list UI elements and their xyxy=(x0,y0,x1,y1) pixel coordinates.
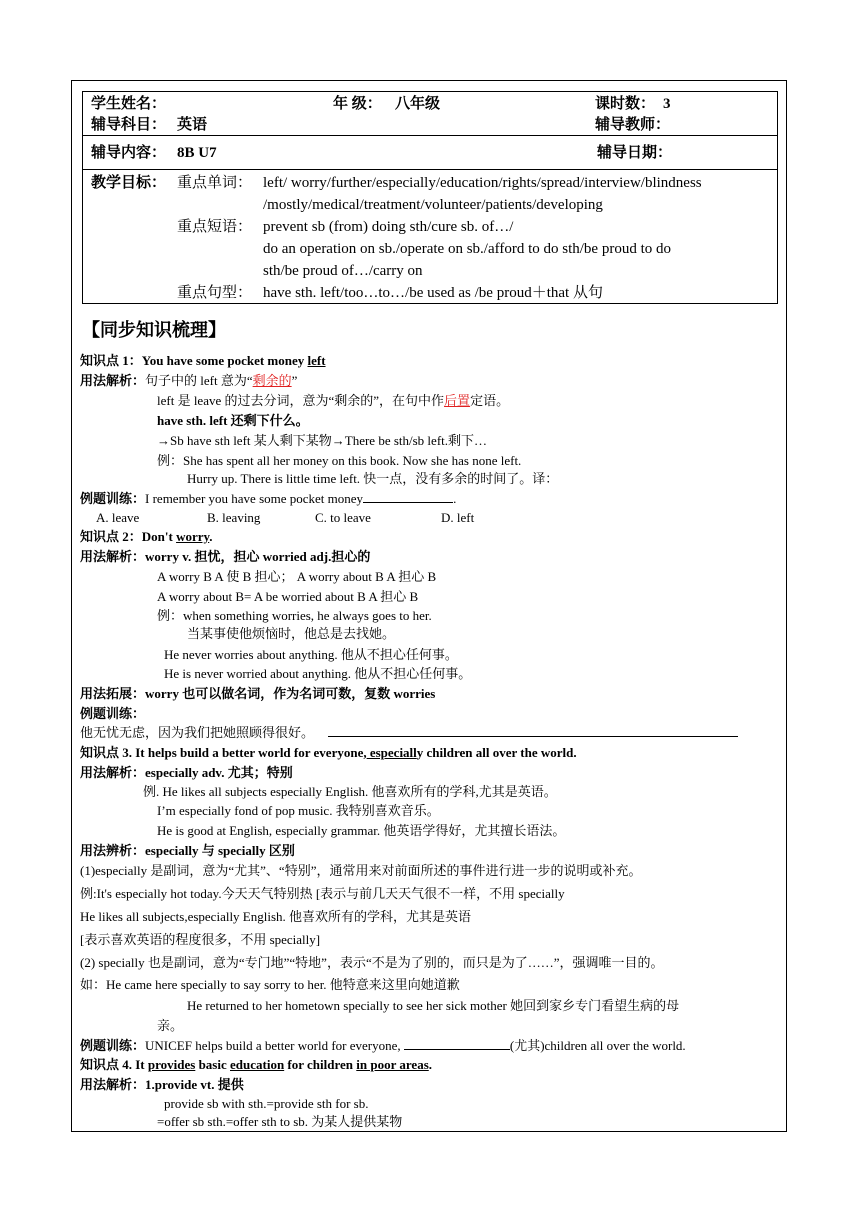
kp4-line-2: provide sb with sth.=provide sth for sb. xyxy=(164,1096,369,1111)
kp4-line-3: =offer sb sth.=offer sth to sb. 为某人提供某物 xyxy=(157,1114,403,1129)
subject-label: 辅导科目： xyxy=(91,117,167,133)
kp2-exercise: 他无忧无虑，因为我们把她照顾得很好。 xyxy=(80,724,738,742)
date-label: 辅导日期： xyxy=(597,145,673,161)
section-title: 【同步知识梳理】 xyxy=(82,320,226,340)
kp1-line-4: →Sb have sth left 某人剩下某物→There be sth/sb left.剩下… xyxy=(157,433,488,448)
kp3-p8: 亲。 xyxy=(157,1018,184,1033)
kp2-analysis: 用法解析：worry v. 担忧，担心 worried adj.担心的 xyxy=(80,549,371,564)
words-label: 重点单词： xyxy=(177,175,253,191)
header-row-student xyxy=(82,91,778,136)
kp1-line-2: left 是 leave 的过去分词，意为“剩余的”，在句中作后置定语。 xyxy=(157,393,510,408)
kp1-option-b: B. leaving xyxy=(207,510,261,525)
kp1-analysis: 用法解析：句子中的 left 意为“剩余的” xyxy=(80,373,298,388)
phrases-label: 重点短语： xyxy=(177,219,253,235)
hours-label: 课时数： xyxy=(595,96,656,112)
kp3-p1: (1)especially 是副词，意为“尤其”、“特别”，通常用来对前面所述的事件进行进一步的说明或补充。 xyxy=(80,863,642,878)
kp3-exercise: 例题训练：UNICEF helps build a better world for everyone, (尤其)children all over the world. xyxy=(80,1038,686,1053)
phrases-line-1: prevent sb (from) doing sth/cure sb. of…/ xyxy=(263,219,514,235)
kp3-diff: 用法辨析：especially 与 specially 区别 xyxy=(80,843,295,858)
content-label: 辅导内容： xyxy=(91,145,167,161)
grade-value: 八年级 xyxy=(395,96,441,112)
kp2-line-6: He never worries about anything. 他从不担心任何事。 xyxy=(164,647,458,662)
kp3-p7: He returned to her hometown specially to see her sick mother 她回到家乡专门看望生病的母 xyxy=(187,998,680,1013)
teacher-label: 辅导教师： xyxy=(595,117,671,133)
kp1-exercise: 例题训练：I remember you have some pocket money . xyxy=(80,491,457,506)
kp3-title: 知识点 3. It helps build a better world for everyone, especially children all over the world. xyxy=(80,745,577,760)
kp2-line-4: 例：when something worries, he always goes to her. xyxy=(157,608,432,623)
kp4-analysis: 用法解析：1.provide vt. 提供 xyxy=(80,1077,244,1092)
kp2-extension: 用法拓展：worry 也可以做名词，作为名词可数，复数 worries xyxy=(80,686,436,701)
kp3-p5: (2) specially 也是副词，意为“专门地”“特地”，表示“不是为了别的，而只是为了……”，强调唯一目的。 xyxy=(80,955,664,970)
kp1-option-d: D. left xyxy=(441,510,475,525)
kp3-p4: [表示喜欢英语的程度很多，不用 specially] xyxy=(80,932,321,947)
header-row-content xyxy=(82,136,778,170)
kp3-p6: 如：He came here specially to say sorry to her. 他特意来这里向她道歉 xyxy=(80,977,460,992)
kp2-line-3: A worry about B= A be worried about B A 担心 B xyxy=(157,589,419,604)
objectives-title: 教学目标： xyxy=(91,175,167,191)
phrases-line-3: sth/be proud of…/carry on xyxy=(263,263,423,279)
sentences-label: 重点句型： xyxy=(177,285,253,301)
kp1-option-a: A. leave xyxy=(96,510,140,525)
kp1-line-5: 例：She has spent all her money on this book. Now she has none left. xyxy=(157,453,522,468)
kp2-line-5: 当某事使他烦恼时，他总是去找她。 xyxy=(187,626,396,641)
kp3-p3: He likes all subjects,especially English. 他喜欢所有的学科，尤其是英语 xyxy=(80,909,472,924)
kp2-line-2: A worry B A 使 B 担心； A worry about B A 担心 B xyxy=(157,569,437,584)
sentences-line: have sth. left/too…to…/be used as /be proud＋that 从句 xyxy=(263,285,603,301)
phrases-line-2: do an operation on sb./operate on sb./afford to do sth/be proud to do xyxy=(263,241,671,257)
kp4-title: 知识点 4. It provides basic education for children in poor areas. xyxy=(80,1057,433,1072)
kp3-line-3: I’m especially fond of pop music. 我特别喜欢音乐。 xyxy=(157,803,440,818)
kp2-line-7: He is never worried about anything. 他从不担心任何事。 xyxy=(164,666,472,681)
kp1-line-3: have sth. left 还剩下什么。 xyxy=(157,413,309,428)
kp3-p2: 例:It's especially hot today.今天天气特别热 [表示与前几天天气很不一样，不用 specially xyxy=(80,886,565,901)
kp3-analysis: 用法解析：especially adv. 尤其；特别 xyxy=(80,765,293,780)
subject-value: 英语 xyxy=(177,117,208,133)
words-line-2: /mostly/medical/treatment/volunteer/patients/developing xyxy=(263,197,603,213)
hours-value: 3 xyxy=(663,96,671,112)
kp1-title: 知识点 1：You have some pocket money left xyxy=(80,353,326,368)
kp3-line-4: He is good at English, especially grammar. 他英语学得好，尤其擅长语法。 xyxy=(157,823,566,838)
grade-label: 年 级： xyxy=(333,96,382,112)
kp1-option-c: C. to leave xyxy=(315,510,371,525)
kp1-line-6: Hurry up. There is little time left. 快一点，没有多余的时间了。译： xyxy=(187,471,559,486)
objectives-cell xyxy=(82,170,778,304)
kp2-exercise-label: 例题训练： xyxy=(80,706,146,721)
student-name-label: 学生姓名： xyxy=(91,96,167,112)
kp2-title: 知识点 2：Don't worry. xyxy=(80,529,213,544)
kp3-line-2: 例. He likes all subjects especially English. 他喜欢所有的学科,尤其是英语。 xyxy=(143,784,557,799)
words-line-1: left/ worry/further/especially/education/rights/spread/interview/blindness xyxy=(263,175,702,191)
content-value: 8B U7 xyxy=(177,145,217,161)
